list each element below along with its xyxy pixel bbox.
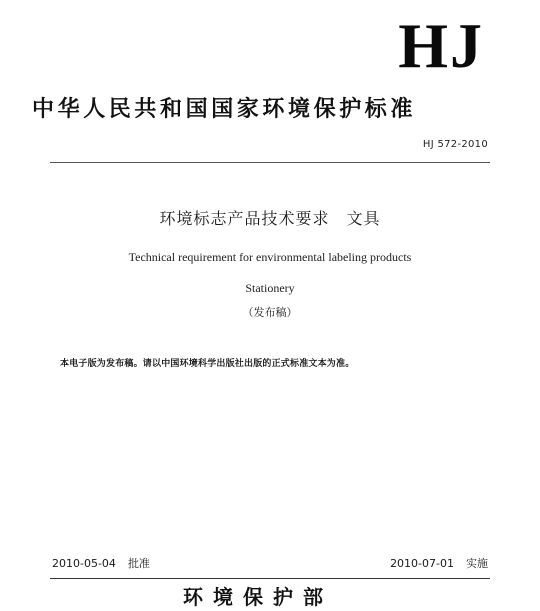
issue-label: 批准 <box>127 557 150 570</box>
standard-code: HJ 572-2010 <box>422 139 488 150</box>
draft-note: （发布稿） <box>242 306 298 319</box>
implement-label: 实施 <box>466 557 488 570</box>
implement-date-line <box>390 556 488 572</box>
hj-logo: HJ <box>398 10 484 81</box>
document-title-chinese: 环境标志产品技术要求 文具 <box>159 209 381 228</box>
organization-standard-title: 中华人民共和国国家环境保护标准 <box>32 97 417 122</box>
electronic-version-notice: 本电子版为发布稿。请以中国环境科学出版社出版的正式标准文本为准。 <box>60 359 355 369</box>
issue-date: 2010-05-04 <box>52 557 116 570</box>
header-divider <box>50 162 490 163</box>
document-subtitle-english: Stationery <box>245 281 295 295</box>
document-title-english: Technical requirement for environmental labeling products <box>128 250 412 264</box>
footer-divider <box>50 578 490 579</box>
issuing-authority: 环境保护部 <box>183 585 333 609</box>
issue-date-line <box>52 556 150 572</box>
implement-date: 2010-07-01 <box>390 557 454 570</box>
